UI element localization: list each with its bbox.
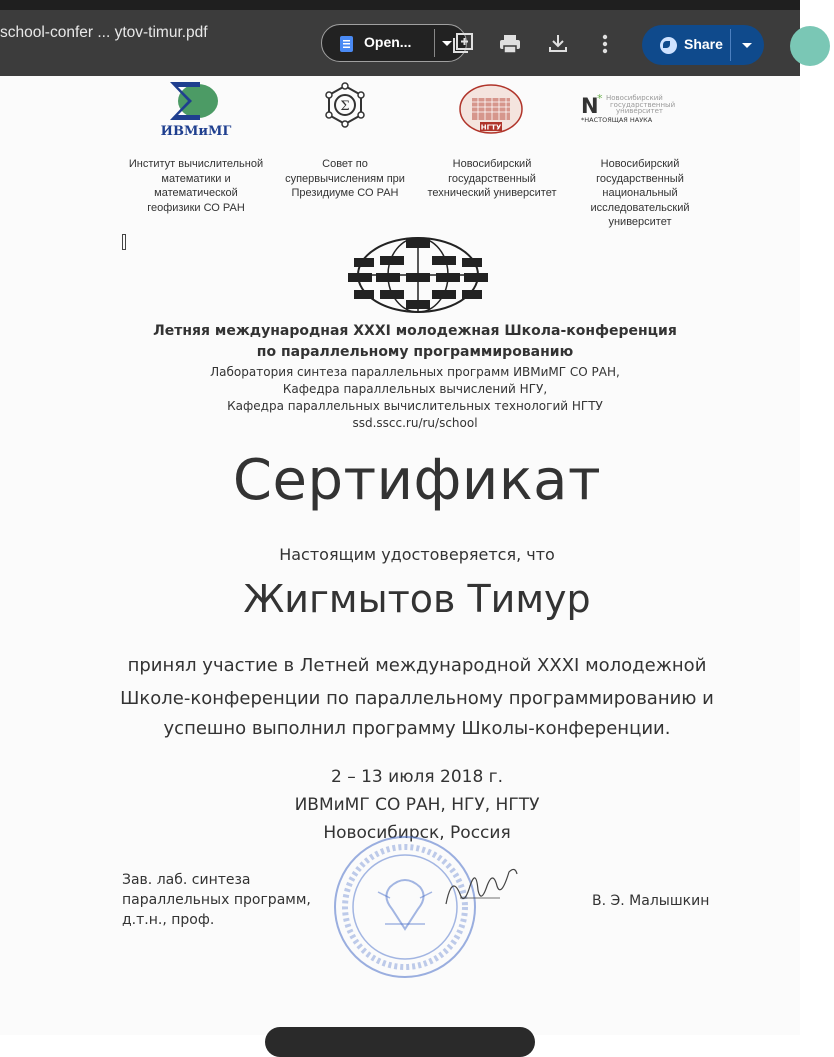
org-council-line: Президиуме СО РАН [291,187,399,199]
open-with-label: Open... [364,34,412,50]
org-ivmimg-line: математической [154,187,238,199]
chevron-down-icon[interactable] [442,41,452,46]
org-ivmimg [120,157,272,215]
nsu-logo-line1: Новосибирский [606,94,663,102]
org-ivmimg-line: математики и [161,172,231,185]
share-button[interactable] [642,25,764,65]
share-divider [730,29,731,61]
org-nsu-line: государственный [596,172,684,185]
avatar[interactable] [790,26,830,66]
site-line: ssd.sscc.ru/ru/school [352,416,478,430]
org-nsu-line: Новосибирский [600,158,680,170]
supercomputing-council-logo [324,82,366,132]
open-with-divider [434,29,435,57]
handwritten-signature [440,868,520,914]
nsu-logo-line3: университет [616,107,664,115]
nsu-logo-line4: *НАСТОЯЩАЯ НАУКА [581,116,653,124]
school-title-line1: Летняя международная XXXI молодежная Школа-конференция [153,323,677,339]
signatory-name: В. Э. Малышкин [592,893,710,909]
lab-line: Лаборатория синтеза параллельных программ ИВМиМГ СО РАН, [210,365,620,379]
org-ivmimg-line: Институт вычислительной [128,158,264,170]
add-to-drive-icon[interactable] [452,32,474,54]
nsu-logo [580,92,698,126]
event-organizers: ИВМиМГ СО РАН, НГУ, НГТУ [294,795,540,815]
position-line2: параллельных программ, [122,892,311,908]
org-council [272,157,418,201]
file-name: school-confer ... ytov-timur.pdf [0,24,208,41]
more-vert-icon[interactable] [602,34,608,54]
org-ngtu-line: государственный [448,172,536,185]
event-dates: 2 – 13 июля 2018 г. [330,767,504,787]
org-council-line: супервычислениям при [285,172,405,185]
school-emblem [328,236,508,314]
org-ivmimg-line: геофизики СО РАН [147,201,245,214]
globe-icon [660,37,677,54]
page-mark [122,234,126,250]
org-nsu-line: национальный [602,187,678,199]
download-icon[interactable] [548,33,568,53]
org-council-line: Совет по [322,158,368,170]
ivmimg-logo-text: ИВМиМГ [160,124,232,139]
window-top-strip [0,0,800,10]
ngtu-logo-text: НГТУ [480,123,502,132]
org-ngtu [418,157,566,201]
dept1-line: Кафедра параллельных вычислений НГУ, [282,382,548,396]
svg-text:N: N [581,94,599,118]
nsu-logo-line2: государственный [610,101,676,109]
org-nsu [570,157,710,230]
share-label: Share [684,36,723,52]
print-icon[interactable] [499,34,521,54]
org-ngtu-line: Новосибирский [452,158,532,170]
chevron-down-icon[interactable] [742,43,752,48]
certificate-body-line2: Школе-конференции по параллельному программированию и [120,688,714,709]
org-ngtu-line: технический университет [427,187,557,199]
school-title-line2: по параллельному программированию [256,344,574,360]
org-nsu-line: исследовательский [590,201,690,214]
google-docs-icon [340,36,353,52]
event-place: Новосибирск, Россия [323,823,511,843]
certificate-body-line3: успешно выполнил программу Школы-конференции. [163,718,671,739]
signatory-position [122,870,311,930]
open-with-button[interactable] [321,24,467,62]
certificate-body-line1: принял участие в Летней международной XXXI молодежной [127,655,707,676]
position-line3: д.т.н., проф. [122,912,215,928]
recipient-name: Жигмытов Тимур [243,577,591,621]
dept2-line: Кафедра параллельных вычислительных технологий НГТУ [227,399,603,413]
ngtu-logo [458,84,524,138]
svg-text:*: * [597,92,603,105]
position-line1: Зав. лаб. синтеза [122,872,251,888]
certificate-intro: Настоящим удостоверяется, что [279,545,555,564]
page-controls-bar[interactable] [265,1027,535,1057]
org-nsu-line: университет [608,216,672,228]
svg-text:Σ: Σ [340,99,350,114]
ivmimg-logo [160,80,232,139]
certificate-title: Сертификат [232,448,602,513]
